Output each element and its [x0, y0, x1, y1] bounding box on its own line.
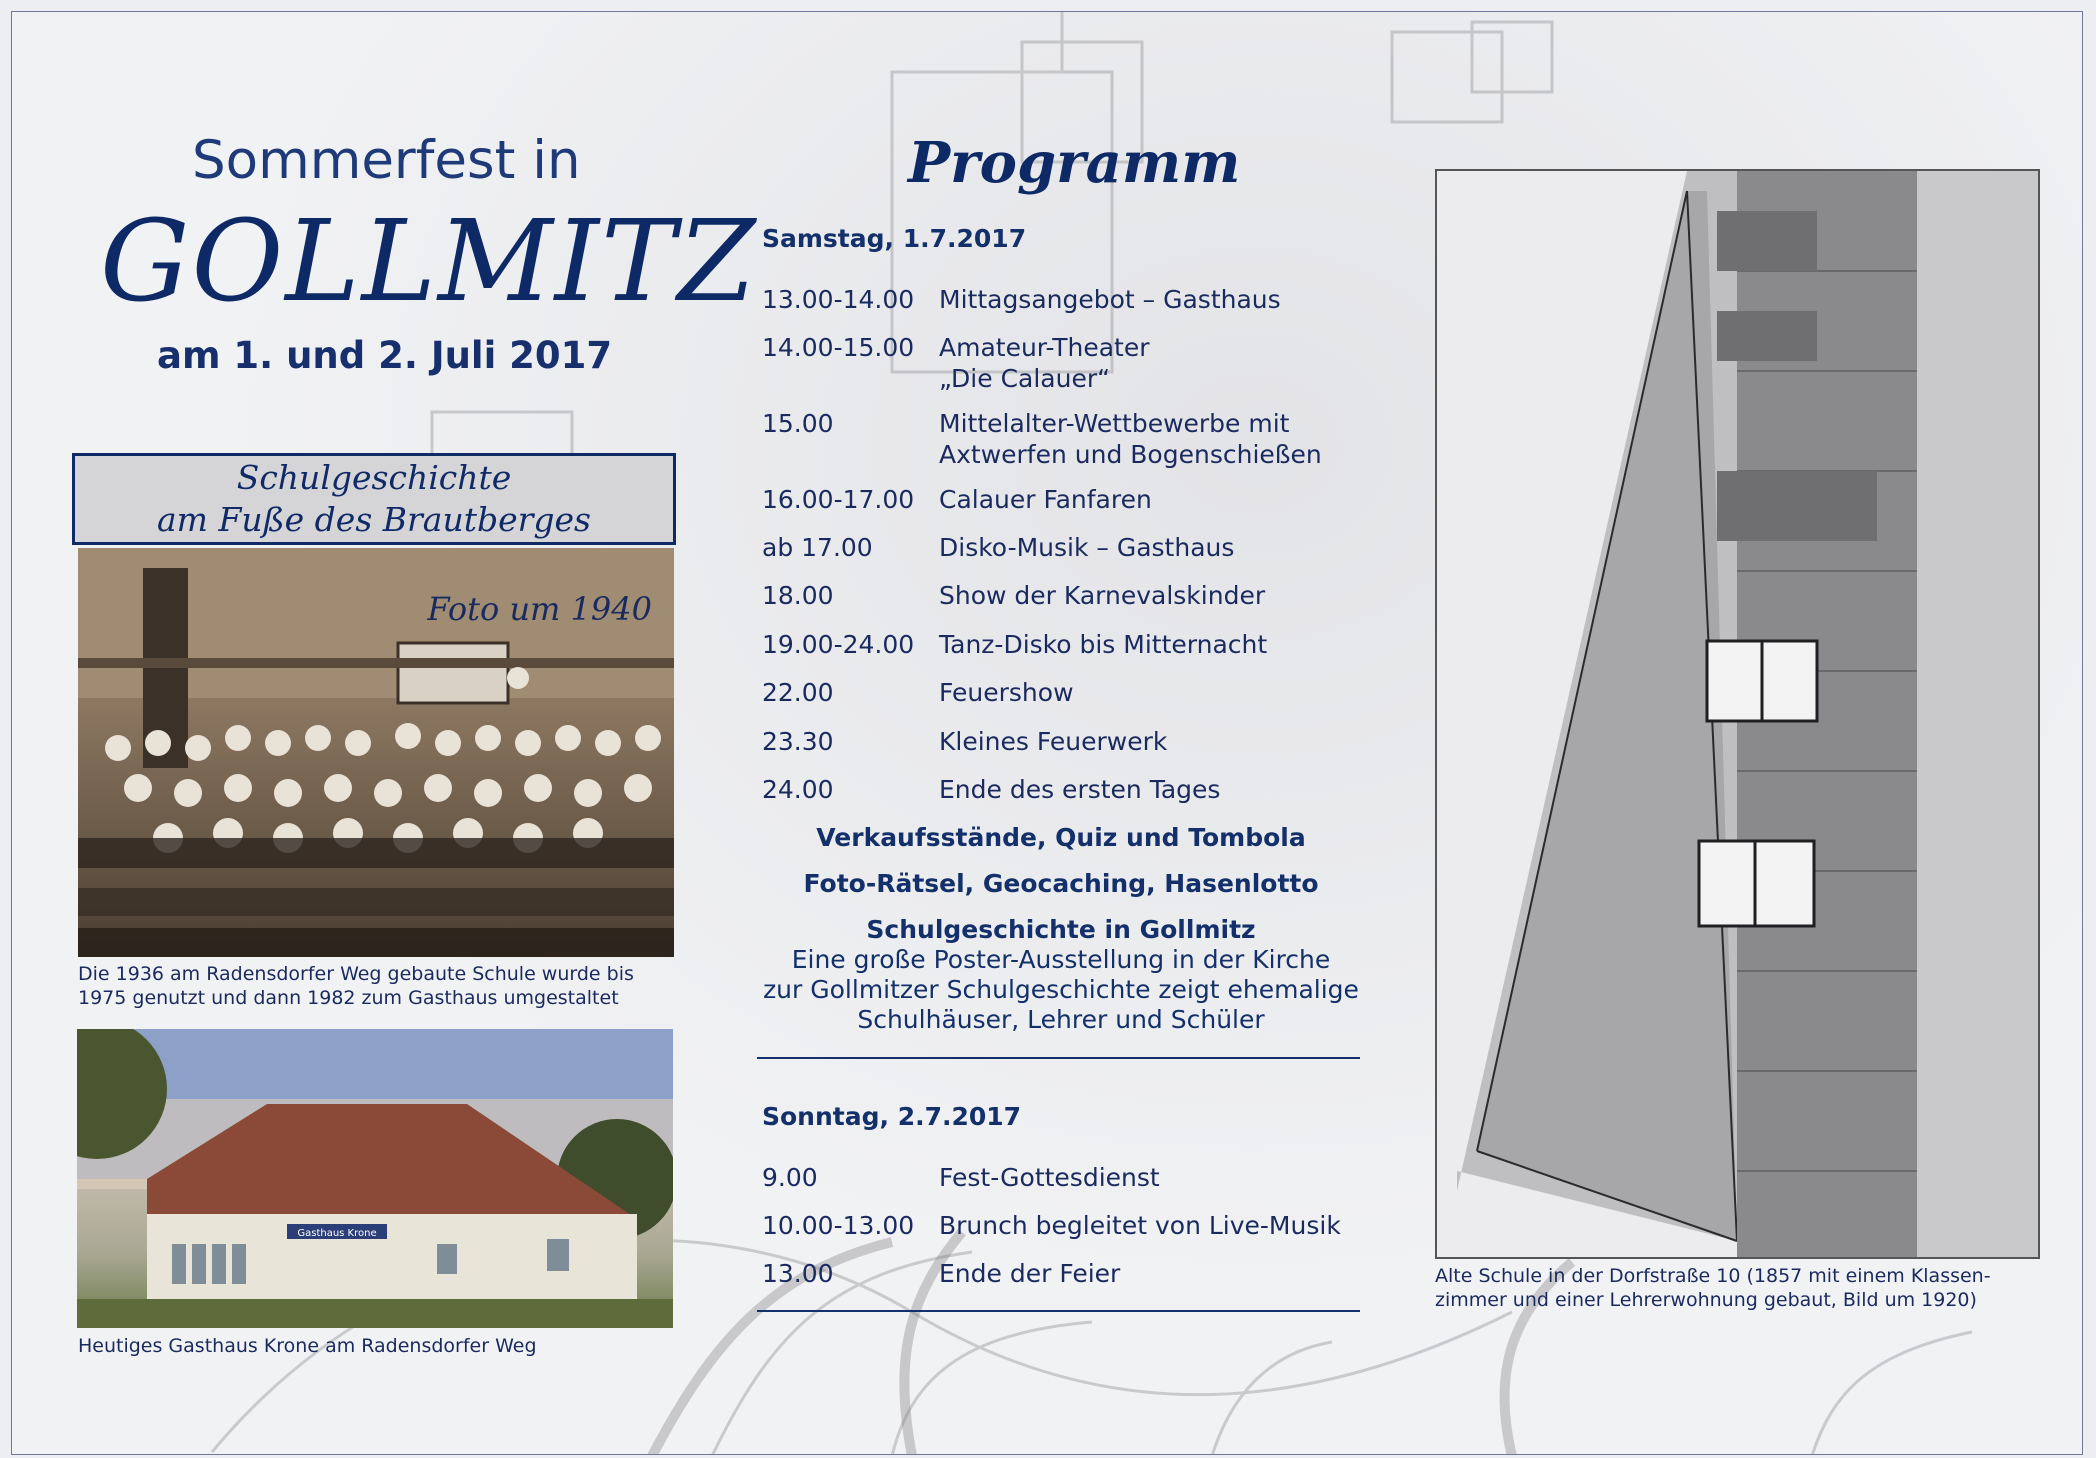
caption-school-line-2: zimmer und einer Lehrerwohnung gebaut, Bild um 1920) — [1435, 1289, 1977, 1311]
schedule-desc: Mittagsangebot – Gasthaus — [939, 285, 1281, 314]
schedule-desc-line-2: Axtwerfen und Bogenschießen — [939, 440, 1322, 469]
caption-old-school — [78, 962, 678, 1010]
schedule-desc: Feuershow — [939, 678, 1074, 707]
schedule-row — [762, 284, 1372, 315]
schedule-desc — [939, 332, 1372, 394]
schedule-row — [762, 677, 1372, 708]
schedule-desc: Kleines Feuerwerk — [939, 727, 1168, 756]
exhibition-line-1: Eine große Poster-Ausstellung in der Kirche — [791, 945, 1331, 974]
schedule-desc-line-2: „Die Calauer“ — [939, 364, 1111, 393]
schedule-desc-line-1: Mittelalter-Wettbewerbe mit — [939, 409, 1290, 438]
schedule-desc — [939, 408, 1372, 470]
school-history-box — [72, 453, 676, 545]
title-gollmitz: GOLLMITZ — [100, 197, 758, 327]
schedule-row — [762, 726, 1372, 757]
gasthaus-photo-drawing — [77, 1029, 673, 1328]
extras-line-2: Foto-Rätsel, Geocaching, Hasenlotto — [803, 869, 1319, 898]
photo-old-school-drawing — [1435, 169, 2040, 1259]
photo-gasthaus-krone — [77, 1029, 673, 1328]
schedule-time: 15.00 — [762, 409, 834, 438]
schedule-desc: Brunch begleitet von Live-Musik — [939, 1211, 1341, 1240]
schedule-row — [762, 332, 1372, 394]
schedule-row — [762, 1210, 1372, 1241]
schedule-desc-line-1: Amateur-Theater — [939, 333, 1150, 362]
title-line-1: Sommerfest in — [192, 130, 581, 191]
schedule-row — [762, 629, 1372, 660]
sunday-heading: Sonntag, 2.7.2017 — [762, 1102, 1022, 1131]
schedule-time: ab 17.00 — [762, 533, 873, 562]
schedule-row — [762, 774, 1372, 805]
schedule-time: 18.00 — [762, 581, 834, 610]
schedule-time: 14.00-15.00 — [762, 333, 915, 362]
exhibition-title: Schulgeschichte in Gollmitz — [866, 915, 1256, 944]
schedule-time: 10.00-13.00 — [762, 1211, 915, 1240]
schedule-desc: Fest-Gottesdienst — [939, 1163, 1160, 1192]
exhibition-line-3: Schulhäuser, Lehrer und Schüler — [857, 1005, 1265, 1034]
caption-old-school-line-1: Die 1936 am Radensdorfer Weg gebaute Schule wurde bis — [78, 963, 634, 985]
gasthaus-sign: Gasthaus Krone — [297, 1228, 377, 1239]
schedule-desc: Calauer Fanfaren — [939, 485, 1152, 514]
event-dates: am 1. und 2. Juli 2017 — [157, 334, 613, 377]
divider — [757, 1310, 1360, 1312]
caption-old-school-line-2: 1975 genutzt und dann 1982 zum Gasthaus umgestaltet — [78, 987, 619, 1009]
schedule-row — [762, 408, 1372, 470]
schedule-time: 16.00-17.00 — [762, 485, 915, 514]
schedule-time: 23.30 — [762, 727, 834, 756]
poster — [11, 11, 2083, 1455]
schedule-row — [762, 532, 1372, 563]
caption-old-school-drawing — [1435, 1264, 2055, 1312]
caption-gasthaus: Heutiges Gasthaus Krone am Radensdorfer Weg — [78, 1335, 537, 1357]
saturday-heading: Samstag, 1.7.2017 — [762, 224, 1027, 253]
schedule-row — [762, 1162, 1372, 1193]
divider — [757, 1057, 1360, 1059]
photo-classroom-1940 — [78, 548, 674, 957]
schedule-time: 9.00 — [762, 1163, 818, 1192]
school-sketch — [1437, 171, 2038, 1257]
schedule-time: 24.00 — [762, 775, 834, 804]
schedule-time: 13.00-14.00 — [762, 285, 915, 314]
schedule-row — [762, 580, 1372, 611]
photo-date-label: Foto um 1940 — [427, 590, 652, 628]
schedule-row — [762, 1258, 1372, 1289]
schedule-desc: Tanz-Disko bis Mitternacht — [939, 630, 1268, 659]
school-history-line-2: am Fuße des Brautberges — [157, 500, 591, 539]
schedule-desc: Ende der Feier — [939, 1259, 1121, 1288]
extras-line-1: Verkaufsstände, Quiz und Tombola — [816, 823, 1306, 852]
exhibition-block — [758, 915, 1364, 1035]
schedule-desc: Ende des ersten Tages — [939, 775, 1221, 804]
schedule-desc: Disko-Musik – Gasthaus — [939, 533, 1235, 562]
schedule-desc: Show der Karnevalskinder — [939, 581, 1266, 610]
schedule-row — [762, 484, 1372, 515]
school-history-line-1: Schulgeschichte — [236, 458, 512, 497]
schedule-time: 19.00-24.00 — [762, 630, 915, 659]
schedule-time: 22.00 — [762, 678, 834, 707]
programm-heading: Programm — [908, 130, 1241, 196]
schedule-time: 13.00 — [762, 1259, 834, 1288]
caption-school-line-1: Alte Schule in der Dorfstraße 10 (1857 mit einem Klassen- — [1435, 1265, 1991, 1287]
exhibition-line-2: zur Gollmitzer Schulgeschichte zeigt ehemalige — [763, 975, 1359, 1004]
